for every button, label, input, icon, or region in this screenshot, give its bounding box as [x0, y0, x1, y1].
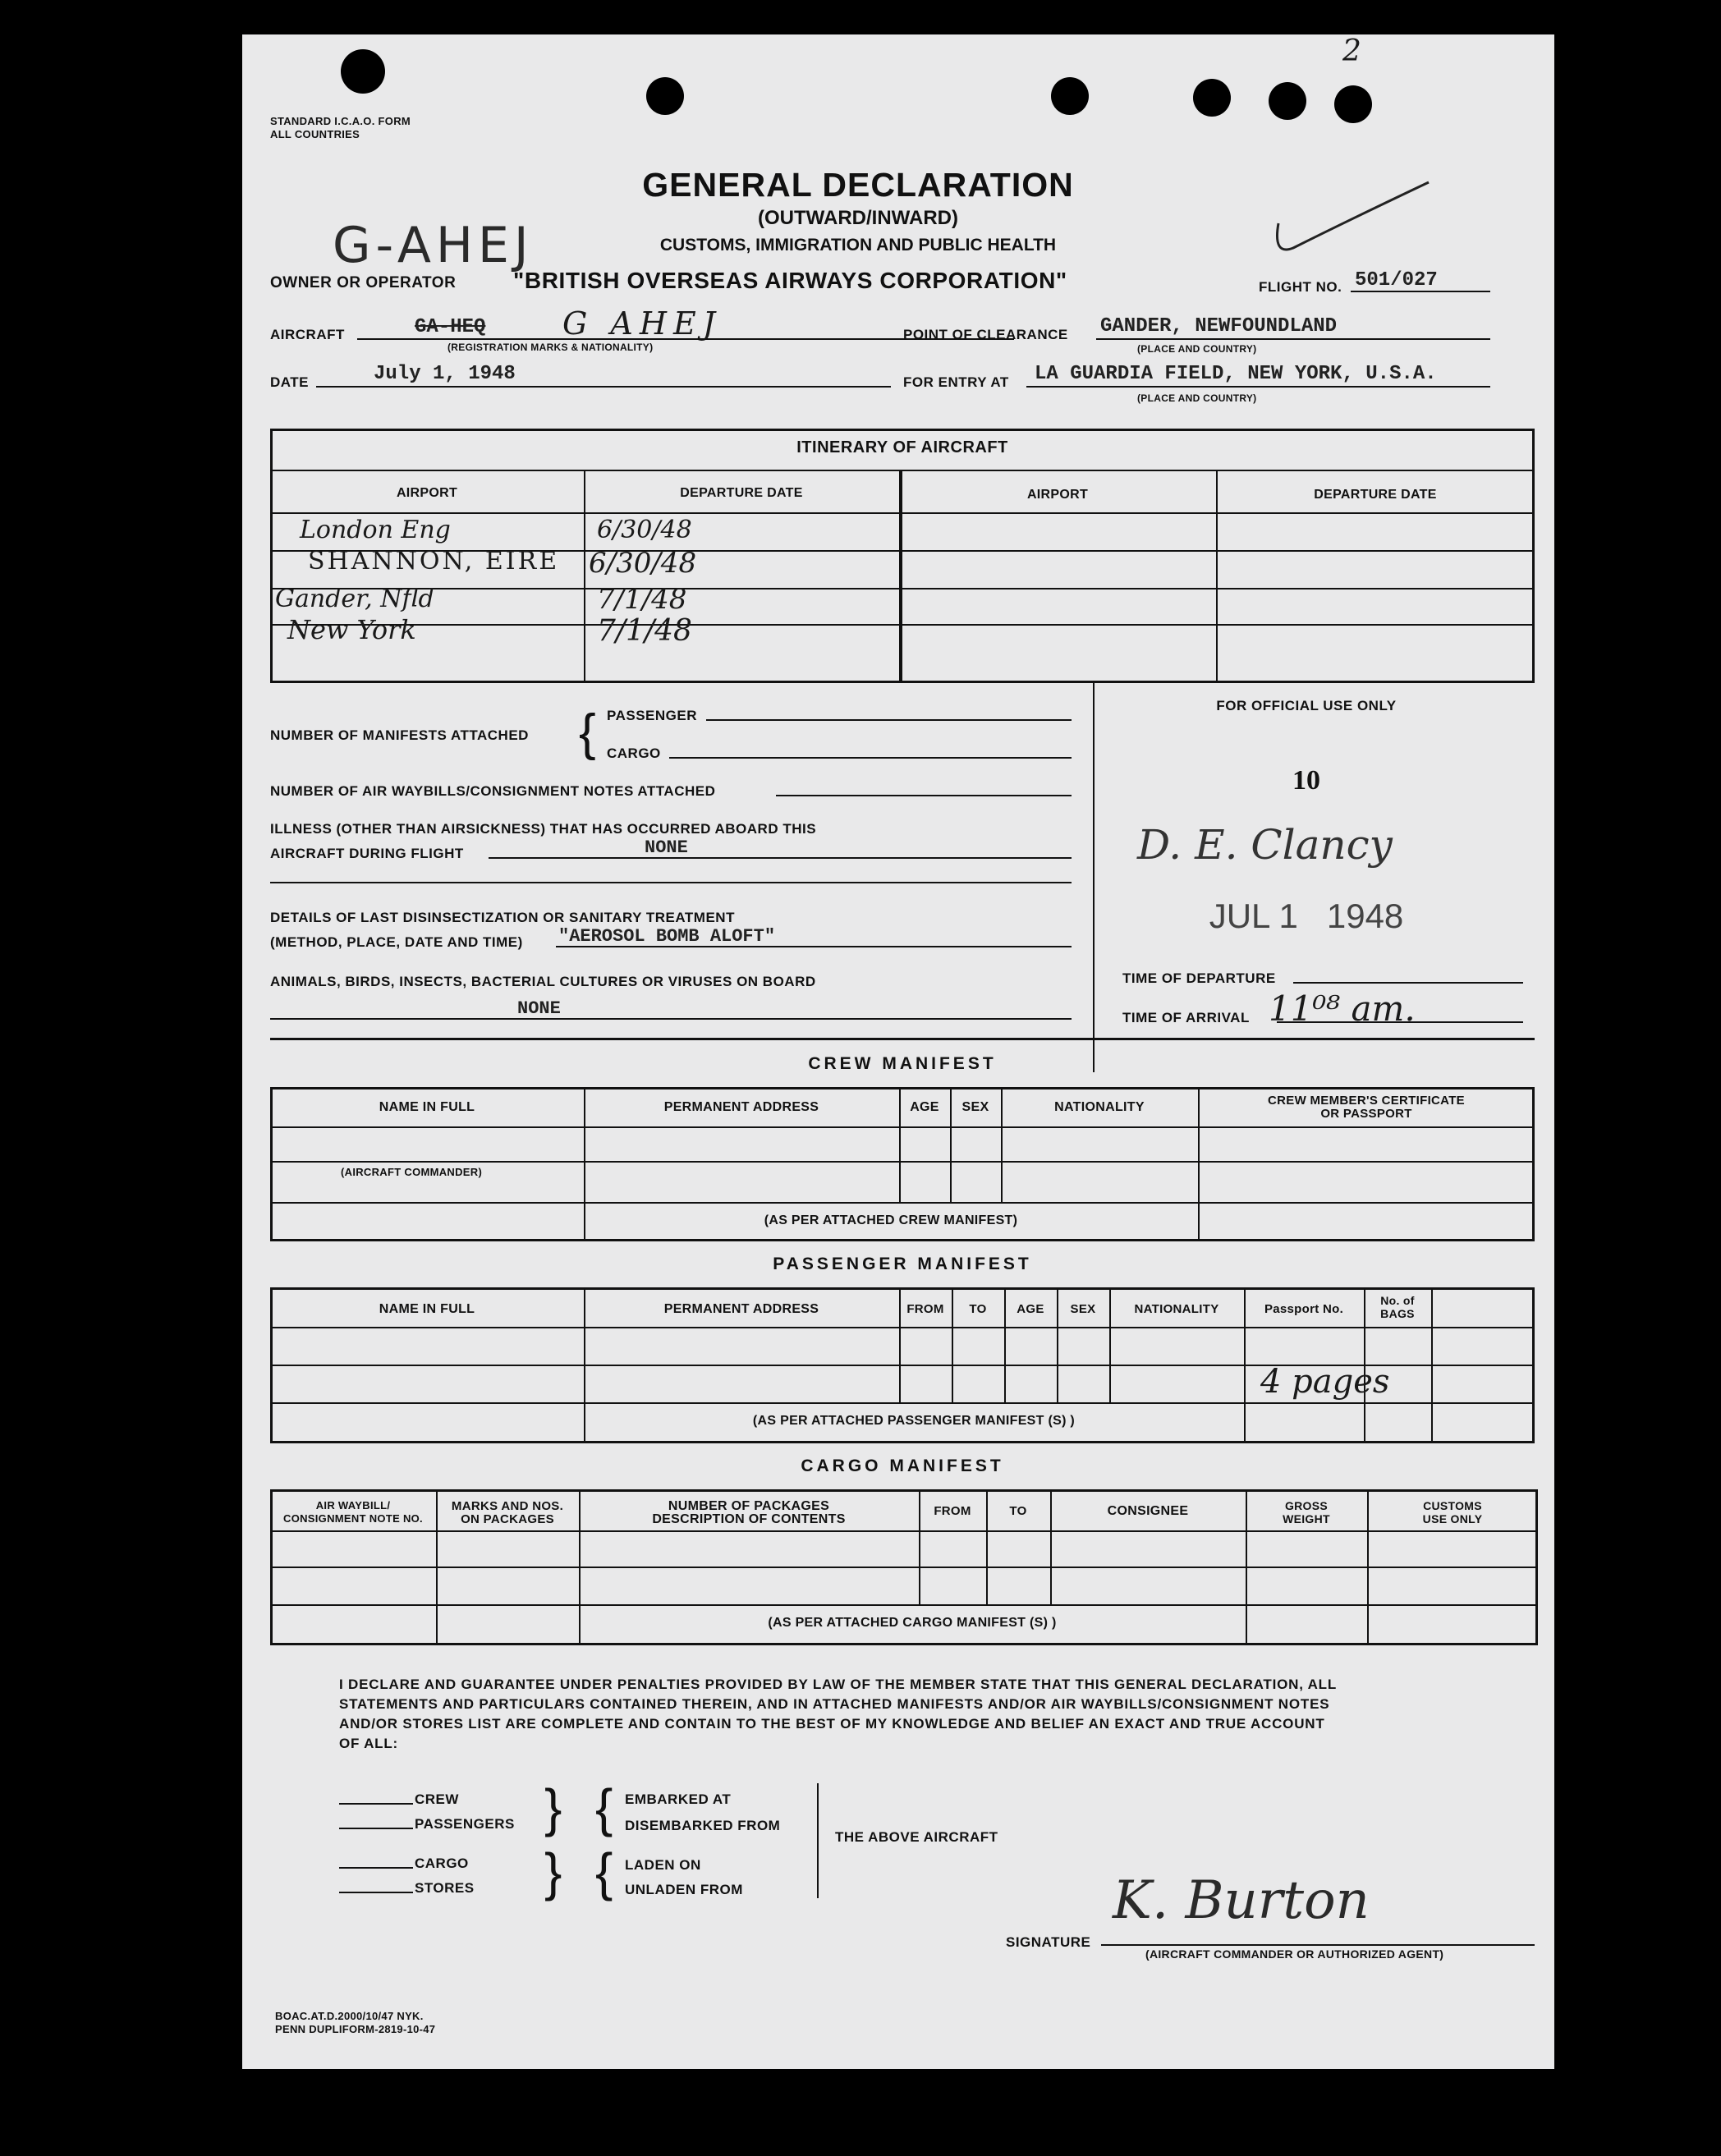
- owner-value: "BRITISH OVERSEAS AIRWAYS CORPORATION": [513, 268, 1067, 293]
- check-mark-icon: [1269, 174, 1433, 264]
- punch-hole: [1269, 82, 1306, 120]
- passenger-label: PASSENGER: [607, 708, 697, 723]
- cargo-col-to: TO: [1009, 1504, 1027, 1518]
- official-signature: D. E. Clancy: [1137, 821, 1393, 869]
- declaration-embarked: EMBARKED AT: [625, 1791, 732, 1807]
- official-number: 10: [1292, 765, 1320, 796]
- declaration-line-1: I DECLARE AND GUARANTEE UNDER PENALTIES PROVIDED BY LAW OF THE MEMBER STATE THAT THIS GENERAL DECLARATION, ALL: [339, 1677, 1338, 1692]
- all-countries-label: ALL COUNTRIES: [270, 128, 360, 140]
- declaration-above: THE ABOVE AIRCRAFT: [835, 1829, 998, 1845]
- aircraft-struck: GA-HEQ: [415, 316, 486, 338]
- crew-col-cert-1: CREW MEMBER'S CERTIFICATE: [1268, 1094, 1465, 1108]
- crew-title: CREW MANIFEST: [808, 1054, 997, 1073]
- cargo-col-waybill-1: AIR WAYBILL/: [315, 1499, 391, 1511]
- form-subtitle: (OUTWARD/INWARD): [758, 207, 958, 229]
- passenger-col-address: PERMANENT ADDRESS: [663, 1302, 819, 1316]
- passenger-note: (AS PER ATTACHED PASSENGER MANIFEST (S) ): [752, 1414, 1076, 1428]
- itinerary-date-2: 6/30/48: [589, 547, 697, 580]
- crew-col-sex: SEX: [961, 1100, 989, 1114]
- date-label: DATE: [270, 374, 310, 390]
- passenger-col-bags-2: BAGS: [1380, 1307, 1415, 1320]
- declaration-line-3: AND/OR STORES LIST ARE COMPLETE AND CONTAIN TO THE BEST OF MY KNOWLEDGE AND BELIEF AN EXACT AND TRUE ACCOUNT: [339, 1716, 1325, 1732]
- declaration-cargo: CARGO: [415, 1856, 469, 1871]
- aircraft-value: G AHEJ: [562, 305, 722, 342]
- disinsect-label-1: DETAILS OF LAST DISINSECTIZATION OR SANITARY TREATMENT: [270, 910, 735, 925]
- declaration-crew: CREW: [415, 1791, 459, 1807]
- entry-label: FOR ENTRY AT: [903, 374, 1009, 390]
- punch-hole: [1051, 77, 1089, 115]
- illness-label-1: ILLNESS (OTHER THAN AIRSICKNESS) THAT HAS OCCURRED ABOARD THIS: [270, 821, 817, 837]
- itinerary-col-departure-2: DEPARTURE DATE: [1314, 488, 1437, 502]
- itinerary-col-airport: AIRPORT: [396, 486, 458, 500]
- itinerary-date-4: 7/1/48: [597, 614, 692, 648]
- registration-handwritten: G-AHEJ: [333, 217, 534, 274]
- passenger-col-age: AGE: [1017, 1302, 1044, 1316]
- itinerary-date-1: 6/30/48: [597, 516, 692, 544]
- crew-col-address: PERMANENT ADDRESS: [663, 1100, 819, 1114]
- crew-note: (AS PER ATTACHED CREW MANIFEST): [764, 1213, 1018, 1227]
- declaration-passengers: PASSENGERS: [415, 1816, 515, 1832]
- passenger-handwritten: 4 pages: [1260, 1363, 1390, 1401]
- cargo-col-gross-1: GROSS: [1284, 1499, 1329, 1512]
- declaration-stores: STORES: [415, 1880, 475, 1896]
- crew-col-name: NAME IN FULL: [379, 1100, 475, 1114]
- cargo-note: (AS PER ATTACHED CARGO MANIFEST (S) ): [768, 1616, 1057, 1630]
- declaration-unladen: UNLADEN FROM: [625, 1882, 743, 1897]
- passenger-col-passport: Passport No.: [1264, 1302, 1344, 1316]
- arrival-value: 11⁰⁸ am.: [1269, 989, 1416, 1029]
- itinerary-airport-1: London Eng: [300, 516, 451, 544]
- crew-col-nationality: NATIONALITY: [1054, 1100, 1145, 1114]
- flight-label: FLIGHT NO.: [1259, 279, 1342, 295]
- brace-icon: {: [595, 1842, 613, 1901]
- cargo-col-from: FROM: [934, 1504, 971, 1518]
- entry-sublabel: (PLACE AND COUNTRY): [1137, 392, 1257, 404]
- cargo-col-packages-1: NUMBER OF PACKAGES: [668, 1499, 830, 1513]
- brace-icon: }: [544, 1778, 562, 1837]
- illness-value: NONE: [645, 837, 688, 858]
- passenger-col-from: FROM: [906, 1302, 944, 1316]
- animals-value: NONE: [517, 998, 561, 1019]
- itinerary-col-departure: DEPARTURE DATE: [680, 486, 803, 500]
- cargo-col-consignee: CONSIGNEE: [1107, 1504, 1189, 1518]
- passenger-col-name: NAME IN FULL: [379, 1302, 475, 1316]
- cargo-col-waybill-2: CONSIGNMENT NOTE NO.: [283, 1512, 423, 1525]
- declaration-line-2: STATEMENTS AND PARTICULARS CONTAINED THEREIN, AND IN ATTACHED MANIFESTS AND/OR AIR WAYBILLS/CONSIGNMENT NOTES: [339, 1696, 1330, 1712]
- form-subtitle-2: CUSTOMS, IMMIGRATION AND PUBLIC HEALTH: [659, 236, 1057, 255]
- declaration-laden: LADEN ON: [625, 1857, 701, 1873]
- itinerary-airport-2: SHANNON, EIRE: [308, 547, 560, 576]
- official-title: FOR OFFICIAL USE ONLY: [1216, 698, 1397, 713]
- form-title: GENERAL DECLARATION: [642, 166, 1074, 204]
- passenger-col-nationality: NATIONALITY: [1134, 1302, 1219, 1316]
- declaration-disembarked: DISEMBARKED FROM: [625, 1818, 781, 1833]
- cargo-col-customs-2: USE ONLY: [1422, 1512, 1483, 1525]
- corner-mark: 2: [1342, 34, 1361, 68]
- clearance-label: POINT OF CLEARANCE: [903, 327, 1068, 342]
- entry-value: LA GUARDIA FIELD, NEW YORK, U.S.A.: [1035, 363, 1437, 385]
- itinerary-col-airport-2: AIRPORT: [1026, 488, 1089, 502]
- cargo-col-marks-1: MARKS AND NOS.: [451, 1499, 564, 1513]
- waybills-label: NUMBER OF AIR WAYBILLS/CONSIGNMENT NOTES ATTACHED: [270, 783, 716, 799]
- signature-label: SIGNATURE: [1006, 1934, 1091, 1950]
- punch-hole: [1334, 85, 1372, 123]
- official-stamp-date: JUL 1 1948: [1209, 897, 1404, 935]
- cargo-label: CARGO: [607, 745, 661, 761]
- flight-value: 501/027: [1355, 269, 1438, 291]
- passenger-col-bags-1: No. of: [1380, 1294, 1415, 1307]
- passenger-col-sex: SEX: [1070, 1302, 1096, 1316]
- crew-col-age: AGE: [910, 1100, 939, 1114]
- itinerary-date-3: 7/1/48: [597, 583, 687, 616]
- disinsect-value: "AEROSOL BOMB ALOFT": [558, 926, 776, 947]
- illness-label-2: AIRCRAFT DURING FLIGHT: [270, 846, 464, 861]
- declaration-line-4: OF ALL:: [339, 1736, 399, 1751]
- declaration-form: [242, 34, 1554, 2069]
- aircraft-label: AIRCRAFT: [270, 327, 345, 342]
- footer-line-2: PENN DUPLIFORM-2819-10-47: [275, 2023, 436, 2035]
- brace-icon: }: [544, 1842, 562, 1901]
- punch-hole: [646, 77, 684, 115]
- crew-commander-label: (AIRCRAFT COMMANDER): [341, 1166, 483, 1178]
- cargo-col-packages-2: DESCRIPTION OF CONTENTS: [652, 1512, 846, 1526]
- manifests-label: NUMBER OF MANIFESTS ATTACHED: [270, 727, 529, 743]
- disinsect-label-2: (METHOD, PLACE, DATE AND TIME): [270, 934, 523, 950]
- departure-label: TIME OF DEPARTURE: [1122, 970, 1276, 986]
- itinerary-title: ITINERARY OF AIRCRAFT: [796, 438, 1008, 456]
- cargo-title: CARGO MANIFEST: [801, 1456, 1004, 1475]
- arrival-label: TIME OF ARRIVAL: [1122, 1010, 1250, 1025]
- date-value: July 1, 1948: [374, 363, 516, 385]
- cargo-col-customs-1: CUSTOMS: [1423, 1499, 1482, 1512]
- itinerary-airport-4: New York: [287, 614, 416, 645]
- footer-line-1: BOAC.AT.D.2000/10/47 NYK.: [275, 2010, 424, 2022]
- punch-hole: [1193, 79, 1231, 117]
- signature-value: K. Burton: [1113, 1870, 1370, 1931]
- crew-col-cert-2: OR PASSPORT: [1320, 1107, 1412, 1121]
- punch-hole: [341, 49, 385, 94]
- clearance-value: GANDER, NEWFOUNDLAND: [1100, 315, 1338, 337]
- passenger-col-to: TO: [969, 1302, 987, 1316]
- clearance-sublabel: (PLACE AND COUNTRY): [1137, 343, 1257, 355]
- brace-icon: {: [595, 1778, 613, 1837]
- itinerary-airport-3: Gander, Nfld: [275, 585, 434, 613]
- brace-icon: {: [579, 704, 596, 761]
- cargo-col-marks-2: ON PACKAGES: [461, 1512, 554, 1526]
- cargo-col-gross-2: WEIGHT: [1283, 1512, 1330, 1525]
- standard-form-label: STANDARD I.C.A.O. FORM: [270, 115, 411, 127]
- owner-label: OWNER OR OPERATOR: [270, 274, 457, 291]
- animals-label: ANIMALS, BIRDS, INSECTS, BACTERIAL CULTURES OR VIRUSES ON BOARD: [270, 974, 816, 989]
- aircraft-sublabel: (REGISTRATION MARKS & NATIONALITY): [447, 342, 654, 353]
- passenger-title: PASSENGER MANIFEST: [773, 1255, 1032, 1273]
- signature-sublabel: (AIRCRAFT COMMANDER OR AUTHORIZED AGENT): [1145, 1947, 1444, 1961]
